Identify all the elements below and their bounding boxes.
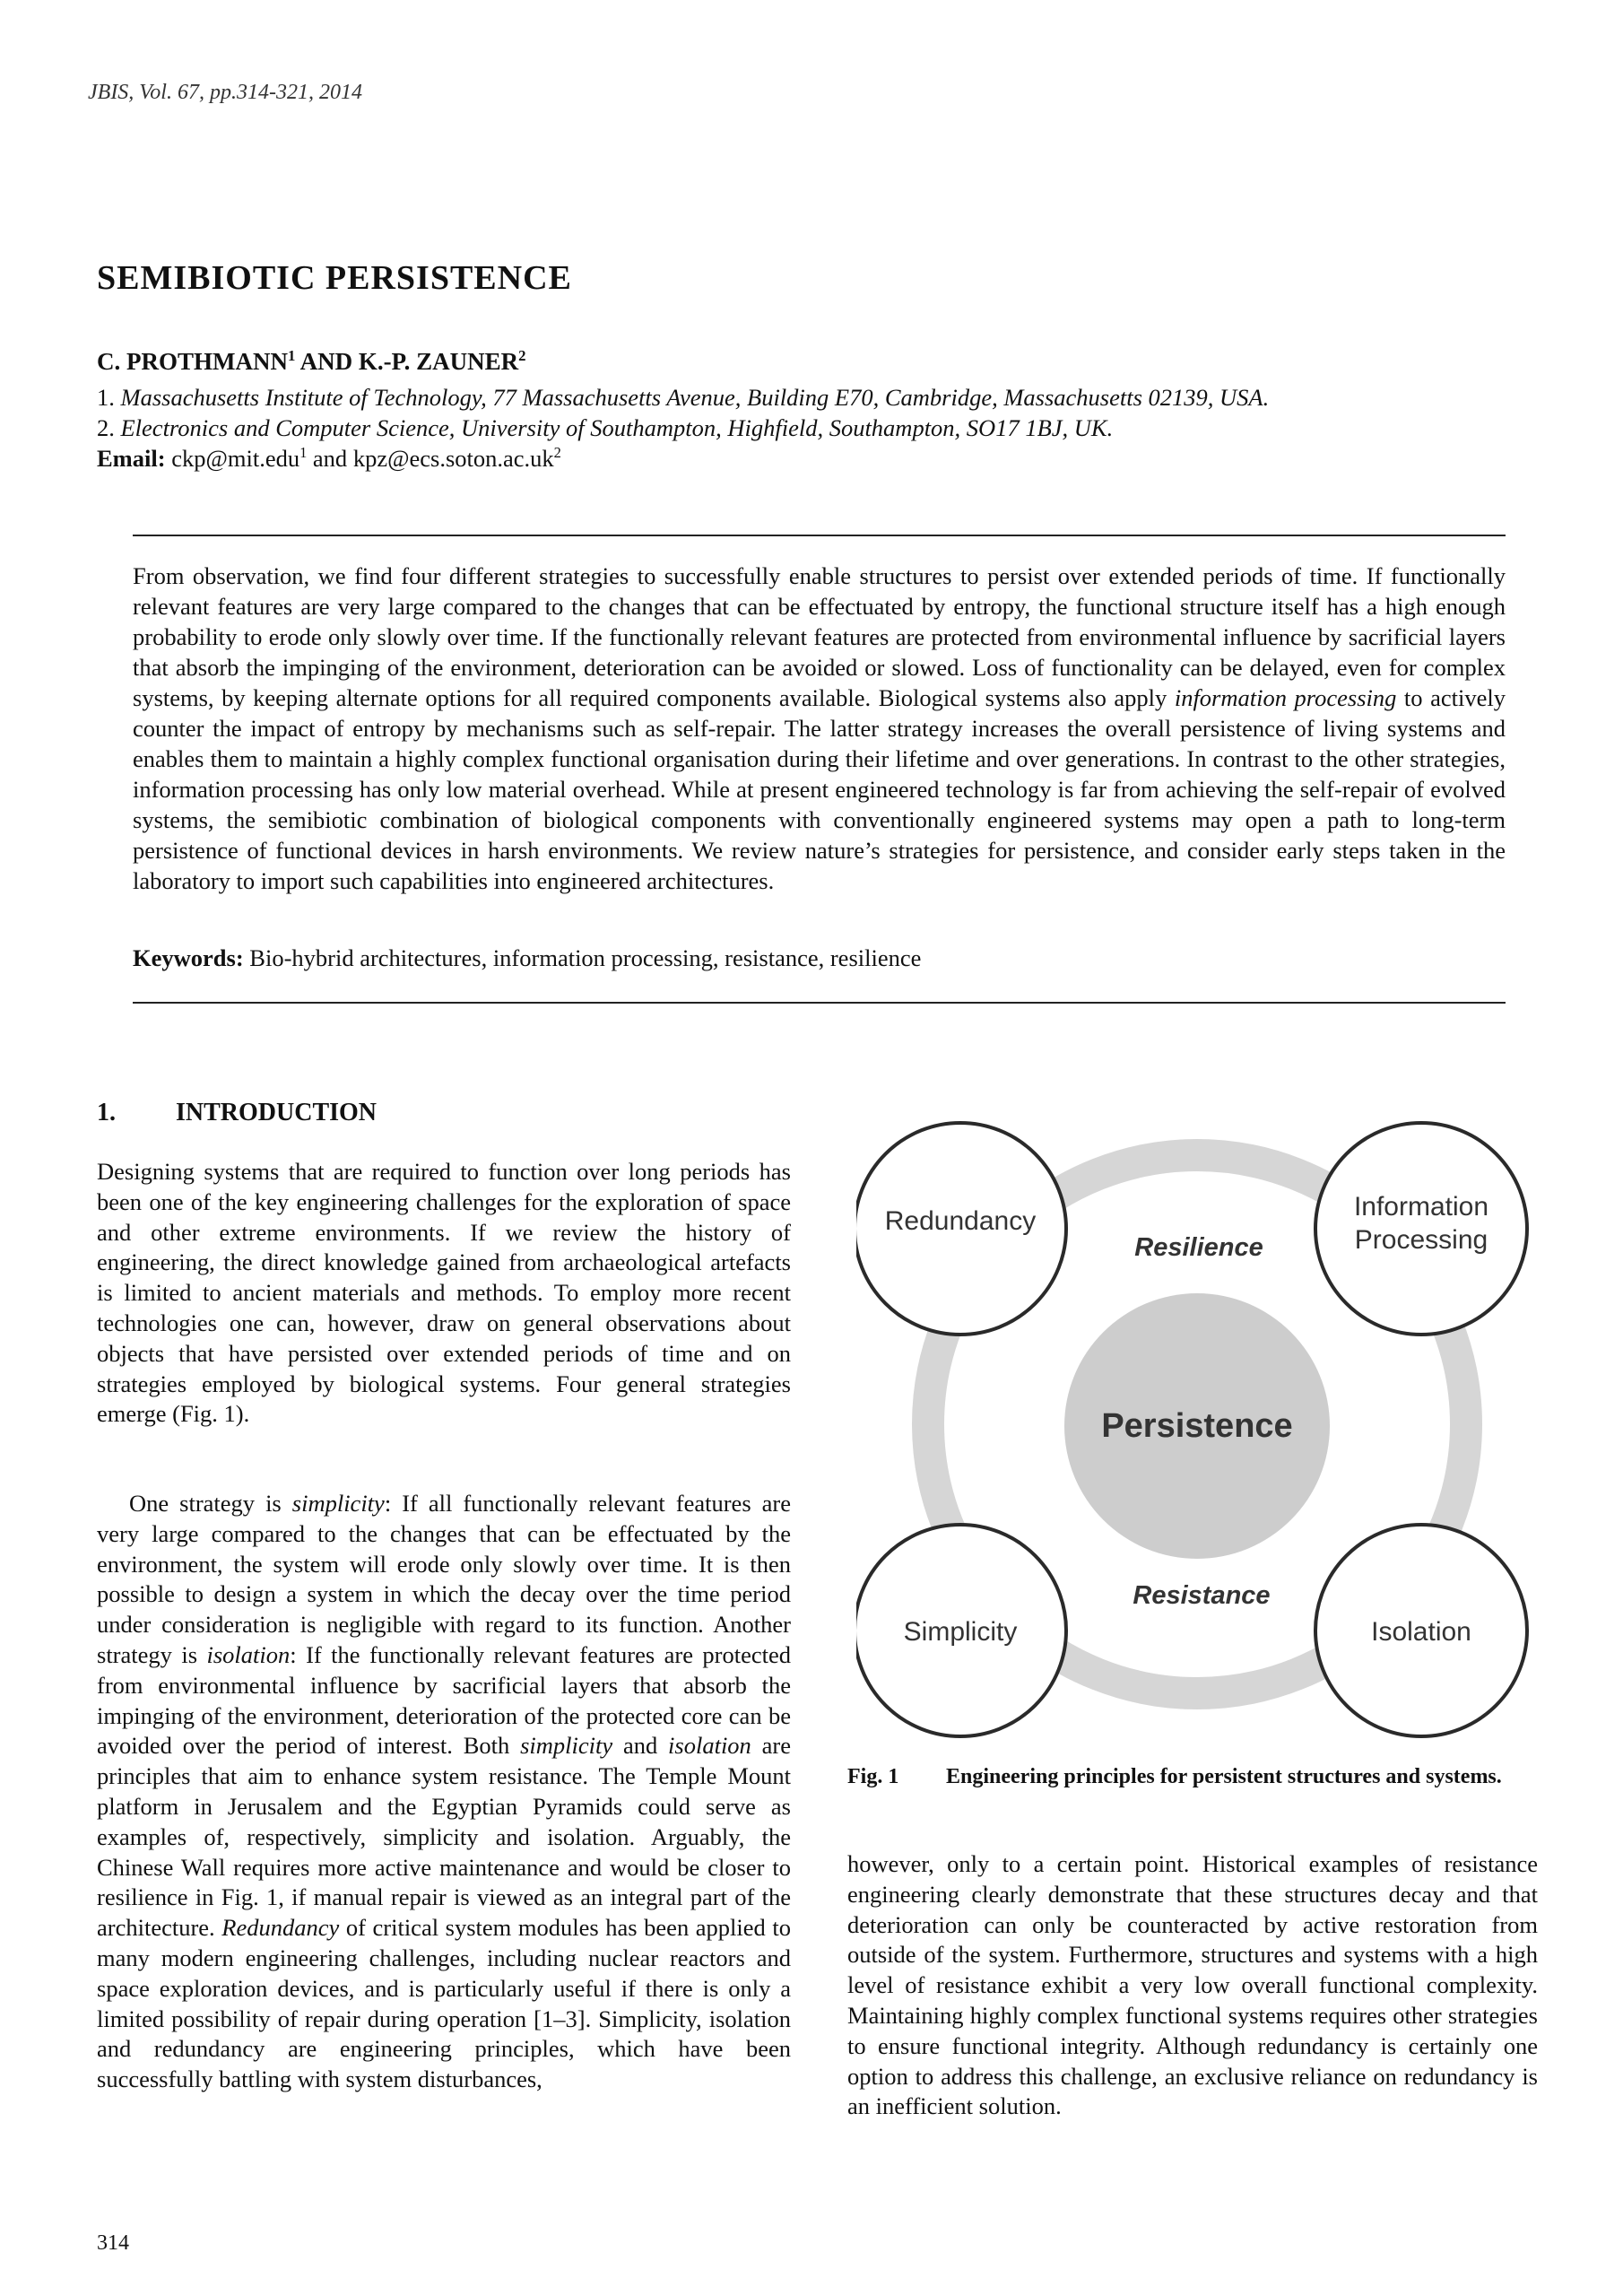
p2-emphasis-simplicity: simplicity <box>291 1490 385 1517</box>
redundancy-label: Redundancy <box>884 1206 1037 1236</box>
journal-reference: JBIS, Vol. 67, pp.314-321, 2014 <box>88 81 362 104</box>
p2-emphasis-redundancy: Redundancy <box>221 1914 340 1942</box>
p2-text-5: are principles that aim to enhance system resistance. The Temple Mount platform in Jerusalem and the Egyptian Pyramids could serve as examples of, respectively, simplicity and isolation. Arguably, the Chinese Wall requires more active maintenance and would be closer to resilience in Fig. 1, if manual repair is viewed as an integral part of the architecture. <box>97 1732 791 1942</box>
authors <box>97 348 526 376</box>
figure-caption <box>847 1763 1538 1791</box>
paper-title: SEMIBIOTIC PERSISTENCE <box>97 259 572 297</box>
figure-label: Fig. 1 <box>847 1765 899 1788</box>
section-number: 1. <box>97 1099 116 1126</box>
keywords-text: Bio-hybrid architectures, information processing, resistance, resilience <box>243 944 922 971</box>
p2-text-3: : If the functionally relevant features are protected from environmental influence by sacrificial layers that absorb the impinging of the environment, deterioration of the protected core can be avoided over the period of interest. Both <box>97 1640 791 1760</box>
abstract <box>133 561 1506 896</box>
intro-paragraph-1: Designing systems that are required to function over long periods has been one of the key engineering challenges for the exploration of space and other extreme environments. If we review the history of engineering, the direct knowledge gained from archaeological artefacts is limited to ancient materials and methods. To employ more recent technologies one can, however, draw on general observations about objects that have persisted over extended periods of time and on strategies employed by biological systems. Four general strategies emerge (Fig. 1). <box>97 1158 791 1428</box>
section-heading <box>97 1099 377 1127</box>
affiliation-2-text: Electronics and Computer Science, University of Southampton, Highfield, Southampton, SO17 1BJ, UK. <box>120 414 1114 441</box>
p2-text-1: One strategy is <box>129 1490 292 1517</box>
email-line <box>97 445 561 473</box>
figure-1-diagram <box>856 1112 1556 1767</box>
email-label: Email: <box>97 445 166 472</box>
persistence-label: Persistence <box>1101 1407 1293 1445</box>
authors-and: AND <box>295 348 359 375</box>
figure-caption-text: Engineering principles for persistent structures and systems. <box>946 1765 1502 1788</box>
abstract-top-rule <box>133 535 1506 536</box>
abstract-text-2: to actively counter the impact of entropy by mechanisms such as self-repair. The latter strategy increases the overall persistence of living systems and enables them to maintain a highly complex functional organisation during their lifetime and over generations. In contrast to the other strategies, information processing has only low material overhead. While at present engineered technology is far from achieving the self-repair of evolved systems, the semibiotic combination of biological components with conventionally engineered systems may open a path to long-term persistence of functional devices in harsh environments. We review nature’s strategies for persistence, and consider early steps taken in the laboratory to import such capabilities into engineered architectures. <box>133 684 1506 894</box>
p2-emphasis-isolation: isolation <box>206 1640 291 1668</box>
author-1-affiliation-mark: 1 <box>287 347 296 364</box>
affiliation-1-number: 1. <box>97 384 115 411</box>
email-address-1[interactable]: ckp@mit.edu <box>171 445 300 472</box>
p2-text-6: of critical system modules has been applied to many modern engineering challenges, including nuclear reactors and space exploration devices, and is particularly useful if there is only a limited possibility of repair during operation [1–3]. Simplicity, isolation and redundancy are engineering principles, which have been successfully battling with system disturbances, <box>97 1914 791 2093</box>
email-address-2[interactable]: kpz@ecs.soton.ac.uk <box>352 445 554 472</box>
email-and: and <box>307 445 353 472</box>
processing-label: Processing <box>1354 1225 1488 1255</box>
p2-text-4: and <box>612 1732 669 1760</box>
author-2-affiliation-mark: 2 <box>518 347 526 364</box>
page-number: 314 <box>97 2231 129 2255</box>
right-column-paragraph: however, only to a certain point. Historical examples of resistance engineering clearly demonstrate that these structures decay and that deterioration can only be counteracted by active restoration from outside of the system. Furthermore, structures and systems with a high level of resistance exhibit a very low overall functional complexity. Maintaining highly complex functional systems requires other strategies to ensure functional integrity. Although redundancy is certainly one option to address this challenge, an exclusive reliance on redundancy is an inefficient solution. <box>847 1850 1538 2120</box>
section-title: INTRODUCTION <box>176 1099 378 1126</box>
email-1-mark: 1 <box>299 444 308 462</box>
email-2-mark: 2 <box>553 444 561 462</box>
keywords-label: Keywords: <box>133 944 244 971</box>
keywords <box>133 944 921 972</box>
resistance-label: Resistance <box>1133 1581 1271 1610</box>
author-1: C. PROTHMANN <box>97 348 288 375</box>
abstract-emphasis: information processing <box>1174 684 1397 711</box>
author-2: K.-P. ZAUNER <box>358 348 519 375</box>
p2-text-2: : If all functionally relevant features are very large compared to the changes that can be effectuated by the environment, the system will erode only slowly over time. It is then possible to design a system in which the decay over the time period under consideration is negligible with regard to its function. Another strategy is <box>97 1490 791 1668</box>
affiliation-1 <box>97 384 1269 412</box>
abstract-text-1: From observation, we find four different strategies to successfully enable structures to persist over extended periods of time. If functionally relevant features are very large compared to the changes that can be effectuated by entropy, the functional structure itself has a high enough probability to erode only slowly over time. If the functionally relevant features are protected from environmental influence by sacrificial layers that absorb the impinging of the environment, deterioration can be avoided or slowed. Loss of functionality can be delayed, even for complex systems, by keeping alternate options for all required components available. Biological systems also apply <box>133 562 1506 711</box>
affiliation-2-number: 2. <box>97 414 115 441</box>
abstract-bottom-rule <box>133 1002 1506 1004</box>
resilience-label: Resilience <box>1134 1233 1263 1262</box>
p2-emphasis-simplicity-2: simplicity <box>520 1732 613 1760</box>
isolation-label: Isolation <box>1371 1617 1471 1647</box>
p2-emphasis-isolation-2: isolation <box>668 1732 751 1760</box>
affiliation-1-text: Massachusetts Institute of Technology, 77 Massachusetts Avenue, Building E70, Cambridge, Massachusetts 02139, USA. <box>120 384 1270 411</box>
information-label: Information <box>1353 1192 1489 1222</box>
affiliation-2 <box>97 414 1113 442</box>
intro-paragraph-2 <box>97 1489 791 2095</box>
simplicity-label: Simplicity <box>903 1617 1018 1647</box>
